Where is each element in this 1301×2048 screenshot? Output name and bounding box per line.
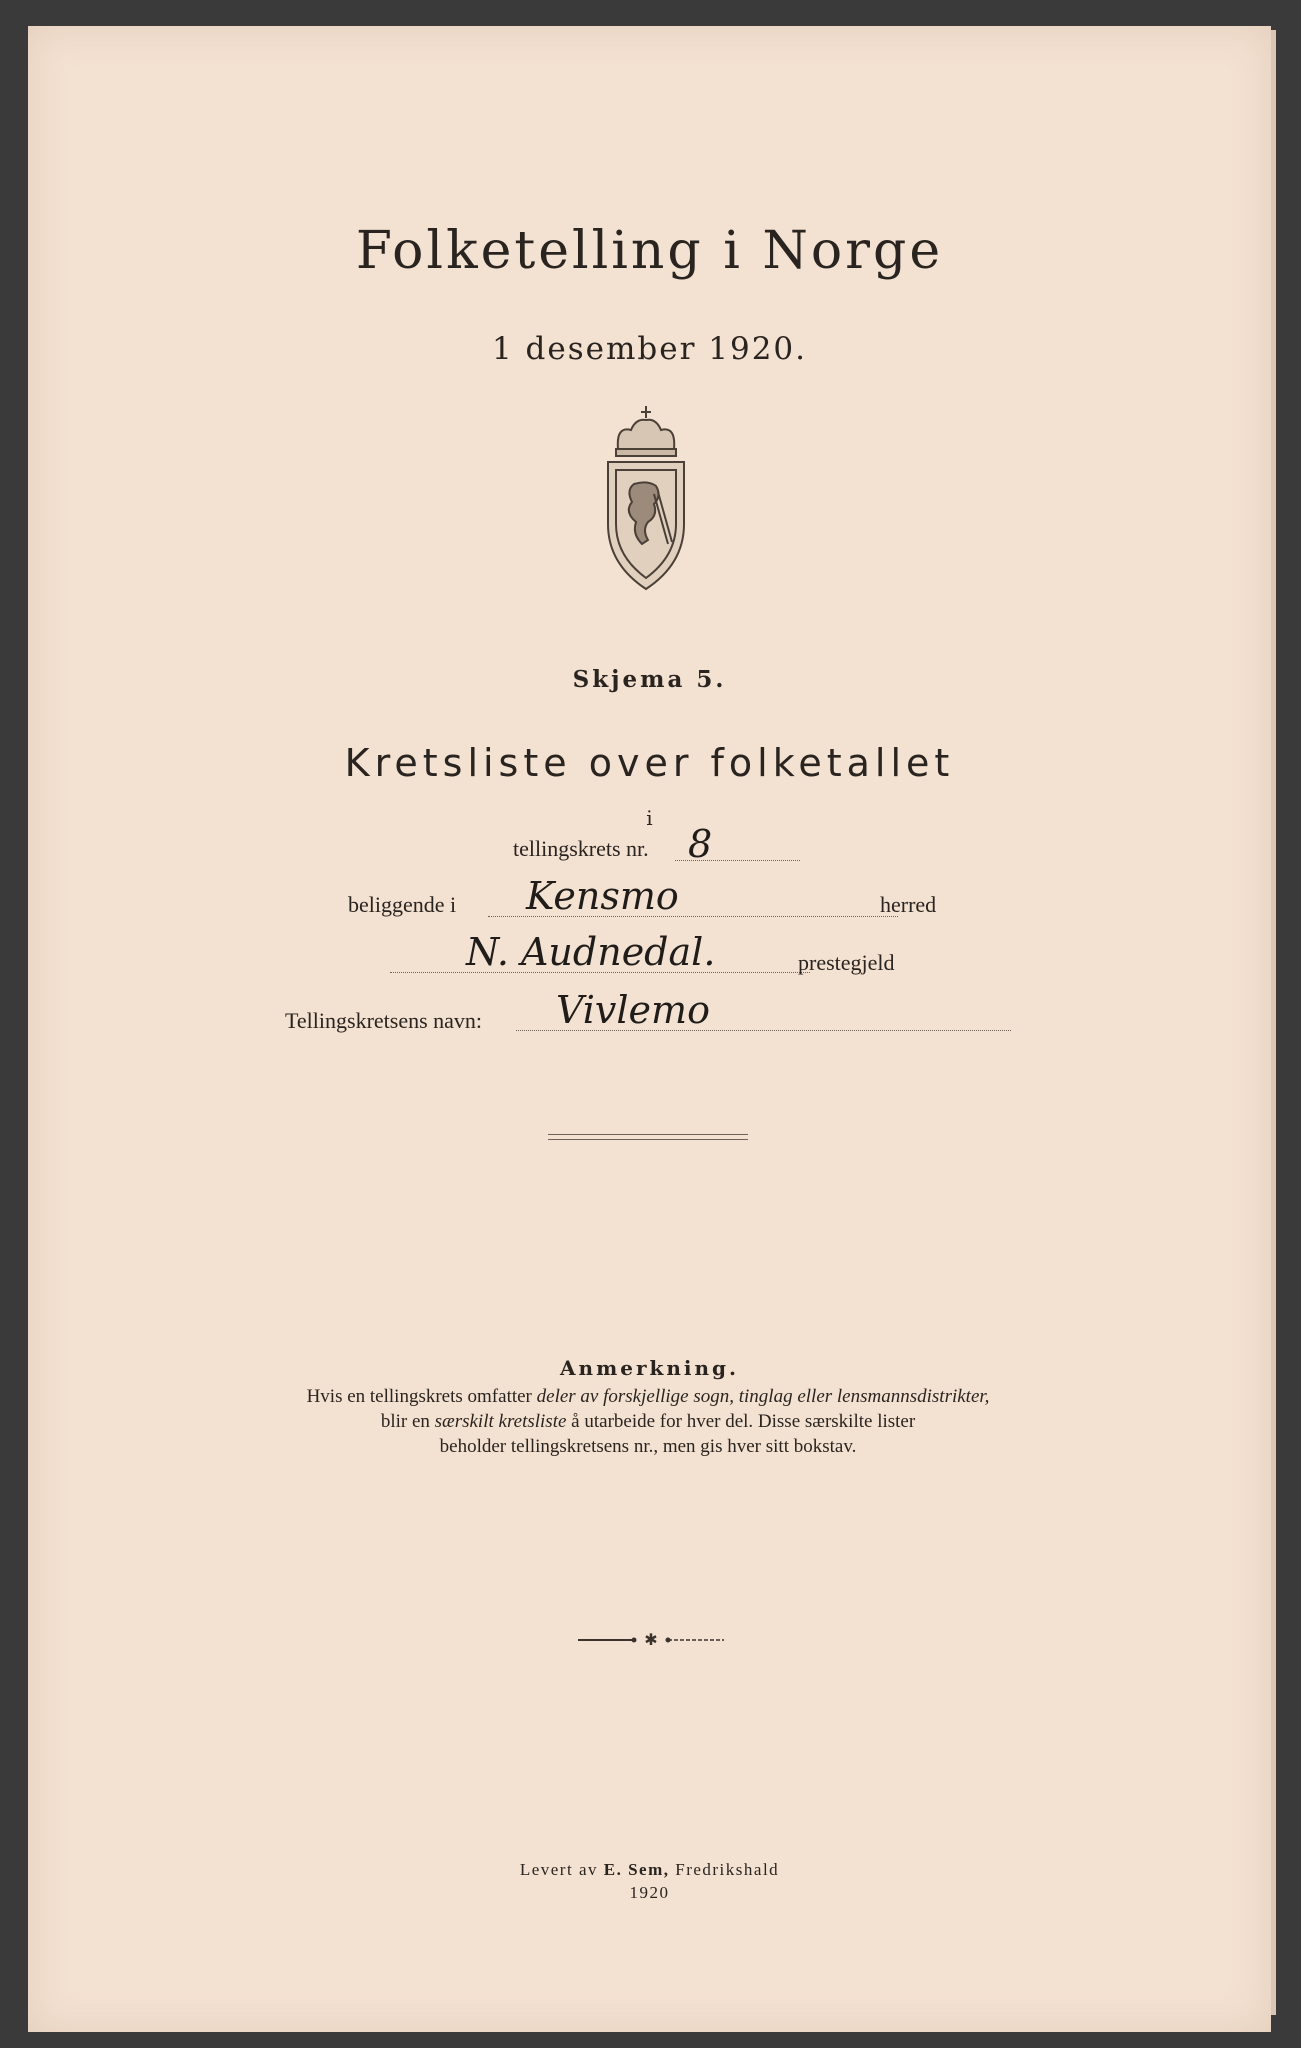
note-heading: Anmerkning. [560, 1356, 739, 1380]
svg-text:✱: ✱ [644, 1630, 658, 1649]
note-line-1-emphasis: deler av forskjellige sogn, tinglag eller lensmannsdistrikter, [536, 1386, 990, 1407]
prestegjeld-label: prestegjeld [798, 950, 895, 975]
prestegjeld-value: N. Audnedal. [466, 930, 716, 974]
note-line-2-text: blir en [380, 1411, 430, 1432]
form-title: Folketelling i Norge [355, 221, 944, 281]
herred-label: herred [880, 892, 937, 917]
ornament-icon [576, 1630, 726, 1650]
herred-value: Kensmo [526, 874, 679, 918]
footer-printer: E. Sem, [603, 1860, 670, 1879]
printer-footer [28, 1858, 1271, 1904]
note-line-2-emphasis: særskilt kretsliste [434, 1411, 567, 1432]
note-line-2-rest: å utarbeide for hver del. Disse særskilte lister [571, 1411, 916, 1432]
navn-label: Tellingskretsens navn: [285, 1008, 483, 1033]
footer-line-1 [28, 1858, 1271, 1881]
census-date: 1 desember 1920. [491, 331, 808, 367]
note-line-3: beholder tellingskretsens nr., men gis hver sitt bokstav. [439, 1436, 857, 1457]
footer-year: 1920 [629, 1883, 670, 1902]
krets-label: tellingskrets nr. [513, 836, 649, 861]
connector-i: i [646, 806, 653, 830]
coat-of-arms-icon [596, 404, 696, 599]
beliggende-label: beliggende i [348, 892, 457, 917]
census-form-page [28, 26, 1271, 2032]
footer-place: Fredrikshald [675, 1860, 780, 1879]
note-line-1 [198, 1384, 1098, 1409]
krets-value: 8 [688, 822, 713, 866]
footer-levert: Levert av [519, 1860, 598, 1879]
form-heading: Kretsliste over folketallet [344, 741, 955, 785]
note-line-1-text: Hvis en tellingskrets omfatter [306, 1386, 532, 1407]
note-line-2 [198, 1409, 1098, 1434]
navn-value: Vivlemo [556, 988, 710, 1032]
skjema-label: Skjema 5. [572, 666, 727, 693]
divider-rule [548, 1134, 748, 1140]
note-text [198, 1384, 1098, 1459]
